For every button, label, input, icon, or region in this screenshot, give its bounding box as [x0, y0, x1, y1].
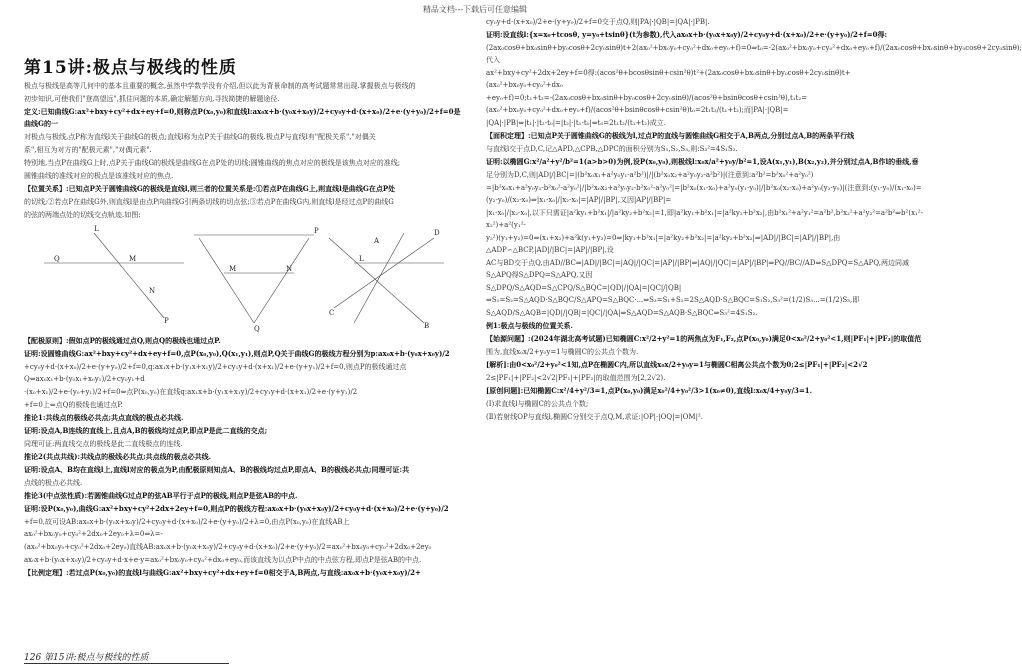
paragraph: ax₀x+b·(y₀x+x₀y)/2+cy₀y+d·x+e·y=ax₀²+bx₀y₀+cy₀²+dx₀+ey₀,而该直线为以点P中点的中点弦方程,即点P是弦AB的中点. — [24, 556, 422, 564]
figure-label: Q — [54, 255, 60, 263]
paragraph: [解析]:由0<x₀²/2+y₀²<1知,点P在椭圆C内,所以直线x₀x/2+y₀y=1与椭圆C相离公共点个数为0;2≤|PF₁|+|PF₂|<2√2 — [486, 360, 868, 369]
figure-label: L — [94, 225, 99, 233]
paragraph: y₂²)(y₁+y₂)=0⇒(x₁+x₂)+a²k(y₁+y₂)=0⇒|ky₁+b²x₁|=|a²ky₂+b²x₂|=|a²ky₂+b²x₂|⇒|AD|/|BC|=|AP|/|BP|,由△ADP∽△BCP,|AD|/|BC|=|AP|/|BP|,设 — [486, 234, 841, 254]
footer-text: 126 第15讲:极点与极线的性质 — [24, 653, 229, 664]
paragraph: +ey₀+f)=0;t₁+t₂=-(2ax₀cosθ+bx₀sinθ+by₀cosθ+2cy₀sinθ)/(acos²θ+bsinθcosθ+csin²θ),t₁t₂=(ax₀²+bx₀y₀+cy₀²+dx₀+ey₀+f)/(acos²θ+bsinθcosθ+csin²θ)t₀=2t₁t₂/(t₁+t₂);而|PA|·|QB|= — [486, 94, 808, 114]
paragraph: 足分别为D,C,则|AD|/|BC|=|(b²x₀x₁+a²y₀y₁-a²b²)|/|(b²x₀x₂+a²y₀y₂-a²b²)|(注意到:a²b²=b²x₀²+a²y₀²) — [486, 171, 814, 179]
paragraph: 圆锥曲线的准线对应的极点是该准线对应的焦点. — [24, 172, 174, 180]
left-column — [24, 58, 464, 580]
paragraph: 定义:已知曲线G:ax²+bxy+cy²+dx+ey+f=0,则称点P(x₀,y₀)和直线l:ax₀x+b·(y₀x+x₀y)/2+cy₀y+d·(x+x₀)/2+e·(y+y₀)/2+f=0是曲线G的一 — [24, 107, 461, 128]
paragraph: [原创问题]:已知椭圆C:x²/4+y²/3=1,点P(x₀,y₀)满足x₀²/4+y₀²/3>1(x₀≠0),直线l:x₀x/4+y₀y/3=1. — [486, 386, 813, 395]
figure-label: A — [374, 237, 380, 245]
paragraph: 初步知识,可使我们"登高望远",抓住问题的本质,确定解题方向,寻找简捷的解题途径. — [24, 95, 280, 103]
paragraph: 推论3(中点弦性质):若圆锥曲线G过点P的弦AB平行于点P的极线,则点P是弦AB的中点. — [24, 491, 298, 500]
page-header: 精品文档---下载后可任意编辑 — [422, 5, 528, 14]
paragraph: 的切线;②若点P在曲线G外,则直线l是由点P向曲线G引两条切线的切点弦;③若点P在曲线G内,则直线l是经过点P的曲线G — [24, 198, 394, 206]
paragraph: (ax₀²+bx₀y₀+cy₀²+2dx₀+2ey₀)直线AB:ax₀x+b·(y₀x+x₀y)/2+cy₀y+d·(x+x₀)/2+e·(y+y₀)/2=ax₀²+bx₀y₀+cy₀²+2dx₀+2ey₀ — [24, 543, 432, 551]
paragraph: 与直线l交于点D,C,记△APD,△CPB,△DPC的面积分别为S₁,S₂,S₃,则:S₃²=4S₁S₂. — [486, 145, 738, 153]
paragraph: 【始源问题】:(2024年湖北高考试题)已知椭圆C:x²/2+y²=1的两焦点为F₁,F₂,点P(x₀,y₀)满足0<x₀²/2+y₀²<1,则|PF₁|+|PF₂|的取值范 — [486, 334, 922, 343]
figure-label: B — [424, 322, 430, 330]
figure-label: M — [229, 265, 237, 273]
figure-label: L — [359, 255, 364, 263]
paragraph: 证明:设圆锥曲线G:ax²+bxy+cy²+dx+ey+f=0,点P(x₀,y₀),Q(x₁,y₁),则点P,Q关于曲线G的极线方程分别为p:ax₀x+b·(y₀x+x₀y)/2 — [24, 349, 450, 358]
paragraph: 【位置关系】:已知点P关于圆锥曲线G的极线是直线l,则三者的位置关系是:①若点P在曲线G上,则直线l是曲线G在点P处 — [24, 184, 396, 193]
page-title: 第15讲:极点与极线的性质 — [24, 58, 237, 78]
paragraph: 特别地,当点P在曲线G上时,点P关于曲线G的极线是曲线G在点P处的切线;圆锥曲线的焦点对应的极线是该焦点对应的准线; — [24, 159, 401, 167]
figure-label: P — [314, 227, 319, 235]
paragraph: S△AQD/S△AQB=|QD|/|QB|=|QC|/|QA|⇒S△AQD=S△AQB·S△BQC⇒S₃²=4S₁S₂. — [486, 309, 758, 317]
figure-label: Q — [254, 325, 260, 333]
paragraph: 的弦的两端点处的切线交点轨迹.如图: — [24, 211, 141, 219]
figure-label: D — [434, 229, 440, 237]
paragraph: (Ⅰ)求直线l与椭圆C的公共点个数; — [486, 400, 589, 408]
paragraph: ·(x₀+x₁)/2+e·(y₀+y₁)/2+f=0⇔点P(x₀,y₀)在直线q:ax₁x+b·(y₁x+x₁y)/2+cy₁y+d·(x+x₁)/2+e·(y+y₁)/2 — [24, 388, 358, 396]
paragraph: 证明:设直线l:{x=x₀+tcosθ, y=y₀+tsinθ}(t为参数),代入ax₀x+b·(y₀x+x₀y)/2+cy₀y+d·(x+x₀)/2+e·(y+y₀)/2+f=0得: — [486, 30, 888, 39]
paragraph: +f=0上⇔点Q的极线也通过点P. — [24, 401, 123, 409]
paragraph: 证明:设点A、B均在直线l上,直线l对应的极点为P,由配极原则知点A、B的极线均过点P,即点A、B的极线必共点;同理可证:共 — [24, 465, 410, 474]
paragraph: (Ⅱ)若射线OP与直线l,椭圆C分别交于点Q,M,求证:|OP|·|OQ|=|OM|². — [486, 413, 703, 421]
paragraph: 极点与极线是高等几何中的基本且重要的概念,虽然中学数学没有介绍,但以此为背景命制的高考试题常常出现.掌握极点与极线的 — [24, 82, 416, 90]
paragraph: 【比例定理】:若过点P(x₀,y₀)的直线l与曲线G:ax²+bxy+cy²+dx+ey+f=0相交于A,B两点,与直线:ax₀x+b·(y₀x+x₀y)/2+ — [24, 568, 421, 577]
paragraph: 同理可证:两直线交点的极线是此二直线极点的连线. — [24, 440, 183, 448]
paragraph: |x₁-x₀|/|x₂-x₀|,以下只需证|a²ky₁+b²x₁|/|a²ky₂+b²x₂|=1,即|a²ky₁+b²x₁|=|a²ky₂+b²x₂|,由b²x₁²+a²y₁²=a²b²,b²x₂²+a²y₂²=a²b²⇒b²(x₁²-x₂²)+a²(y₁²- — [486, 209, 923, 229]
pole-polar-diagram — [24, 223, 464, 333]
paragraph: 【面积定理】:已知点P关于圆锥曲线G的极线为l,过点P的直线与圆锥曲线G相交于A,B两点,分别过点A,B的两条平行线 — [486, 131, 855, 140]
paragraph: +f=0,故可设AB:ax₀x+b·(y₀x+x₀y)/2+cy₀y+d·(x+x₀)/2+e·(y+y₀)/2+λ=0,由点P(x₀,y₀)在直线AB上ax₀²+bx₀y₀+cy₀²+2dx₀+2ey₀+λ=0⇒λ=- — [24, 518, 350, 538]
right-paragraphs — [486, 16, 1022, 423]
left-paragraphs-2 — [24, 335, 464, 579]
paragraph: 对极点与极线,点P称为直线l关于曲线G的极点;直线l称为点P关于曲线G的极线.极点P与直线l有"配极关系","对偶关 — [24, 133, 376, 141]
paragraph: ax²+bxy+cy²+2dx+2ey+f=0得:(acos²θ+bcosθsinθ+csin²θ)t²+(2ax₀cosθ+bx₀sinθ+by₀cosθ+2cy₀sinθ)t+(ax₀²+bx₀y₀+cy₀²+dx₀ — [486, 69, 851, 89]
paragraph: (2ax₀cosθ+bx₀sinθ+by₀cosθ+2cy₀sinθ)t+2(ax₀²+bx₀y₀+cy₀²+dx₀+ey₀+f)=0⇒t₀=-2(ax₀²+bx₀y₀+cy₀²+dx₀+ey₀+f)/(2ax₀cosθ+bx₀sinθ+by₀cosθ+2cy₀sinθ);代入 — [486, 44, 1022, 64]
paragraph: 推论1:共线点的极线必共点;共点直线的极点必共线. — [24, 413, 184, 422]
paragraph: +cy₀y+d·(x+x₀)/2+e·(y+y₀)/2+f=0,q:ax₁x+b·(y₁x+x₁y)/2+cy₁y+d·(x+x₁)/2+e·(y+y₁)/2+f=0,则点P的极线通过点Q⇔ax₀x₁+b·(y₀x₁+x₀y₁)/2+cy₀y₁+d — [24, 363, 407, 383]
paragraph: S△DPQ/S△AQD=S△CPQ/S△BQC=|QD|/|QA|=|QC|/|QB|⇒S₁=S₂=S△AQD·S△BQC/S△APQ=S△BQC·...⇒S₃=S₁+S₂=2S△AQD·S△BQC=S₁S₂,S₃²=(1/2)S₃...=(1/2)S₃,即 — [486, 284, 860, 304]
figure-label: M — [129, 255, 137, 263]
paragraph: 证明:设点A,B连线的直线上,且点A,B的极线均过点P,即点P是此二直线的交点; — [24, 426, 268, 435]
left-paragraphs — [24, 80, 464, 221]
figure-label: N — [149, 287, 156, 295]
paragraph: 证明:以椭圆G:x²/a²+y²/b²=1(a>b>0)为例,设P(x₀,y₀),则极线l:x₀x/a²+y₀y/b²=1,设A(x₁,y₁),B(x₂,y₂),并分别过点A,B作l的垂线,垂 — [486, 157, 919, 166]
paragraph: AC与BD交于点Q,由AD//BC⇒|AD|/|BC|=|AQ|/|QC|=|AP|/|BP|⇒|AQ|/|QC|=|AP|/|BP|⇒PQ//BC//AD⇒S△DPQ=S△APQ,两边同减S△APQ得S△DPQ=S△APQ,又因 — [486, 259, 909, 279]
right-column — [486, 16, 1022, 424]
paragraph: 【配极原则】:假如点P的极线通过点Q,则点Q的极线也通过点P. — [24, 336, 221, 345]
paragraph: cy₀y+d·(x+x₀)/2+e·(y+y₀)/2+f=0交于点Q,则|PA|·|QB|=|QA|·|PB|. — [486, 18, 710, 26]
paragraph: |QA|·|PB|⇔|t₁|·|t₂-t₀|=|t₂|·|t₁-t₀|⇔t₀=2t₁t₂/(t₁+t₂)成立. — [486, 119, 666, 127]
paragraph: 点线的极点必共线. — [24, 479, 83, 487]
pole-polar-figure — [24, 223, 464, 333]
figure-label: P — [164, 317, 169, 325]
paragraph: 系",相互为对方的"配极元素","对偶元素". — [24, 146, 152, 154]
paragraph: 证明:设P(x₀,y₀),曲线G:ax²+bxy+cy²+2dx+2ey+f=0,则点P的极线方程:ax₀x+b·(y₀x+x₀y)/2+cy₀y+d·(x+x₀)/2+e·(y+y₀)/2 — [24, 504, 449, 513]
paragraph: 围为,直线x₀x/2+y₀y=1与椭圆C的公共点个数为. — [486, 348, 639, 356]
figure-label: N — [286, 265, 293, 273]
page-footer — [24, 650, 284, 663]
paragraph: 推论2(共点共线):共线点的极线必共点;共点线的极点必共线. — [24, 452, 212, 461]
paragraph: =|b²x₀x₁+a²y₀y₁-b²x₀²-a²y₀²|/|b²x₀x₂+a²y₀y₂-b²x₀²-a²y₀²|=|b²x₀(x₁-x₀)+a²y₀(y₁-y₀)|/|b²x₀(x₂-x₀)+a²y₀(y₂-y₀)|(注意到:(y₁-y₀)/(x₁-x₀)=(y₂-y₀)/(x₂-x₀)⇒|x₁-x₀|/|x₂-x₀|=|AP|/|BP|,又因|AP|/|BP|= — [486, 184, 922, 204]
paragraph: 2≤|PF₁|+|PF₂|<2√2|PF₁|+|PF₂|的取值范围为[2,2√2). — [486, 374, 666, 382]
paragraph: 例1:极点与极线的位置关系. — [486, 321, 573, 330]
figure-label: C — [329, 309, 335, 317]
